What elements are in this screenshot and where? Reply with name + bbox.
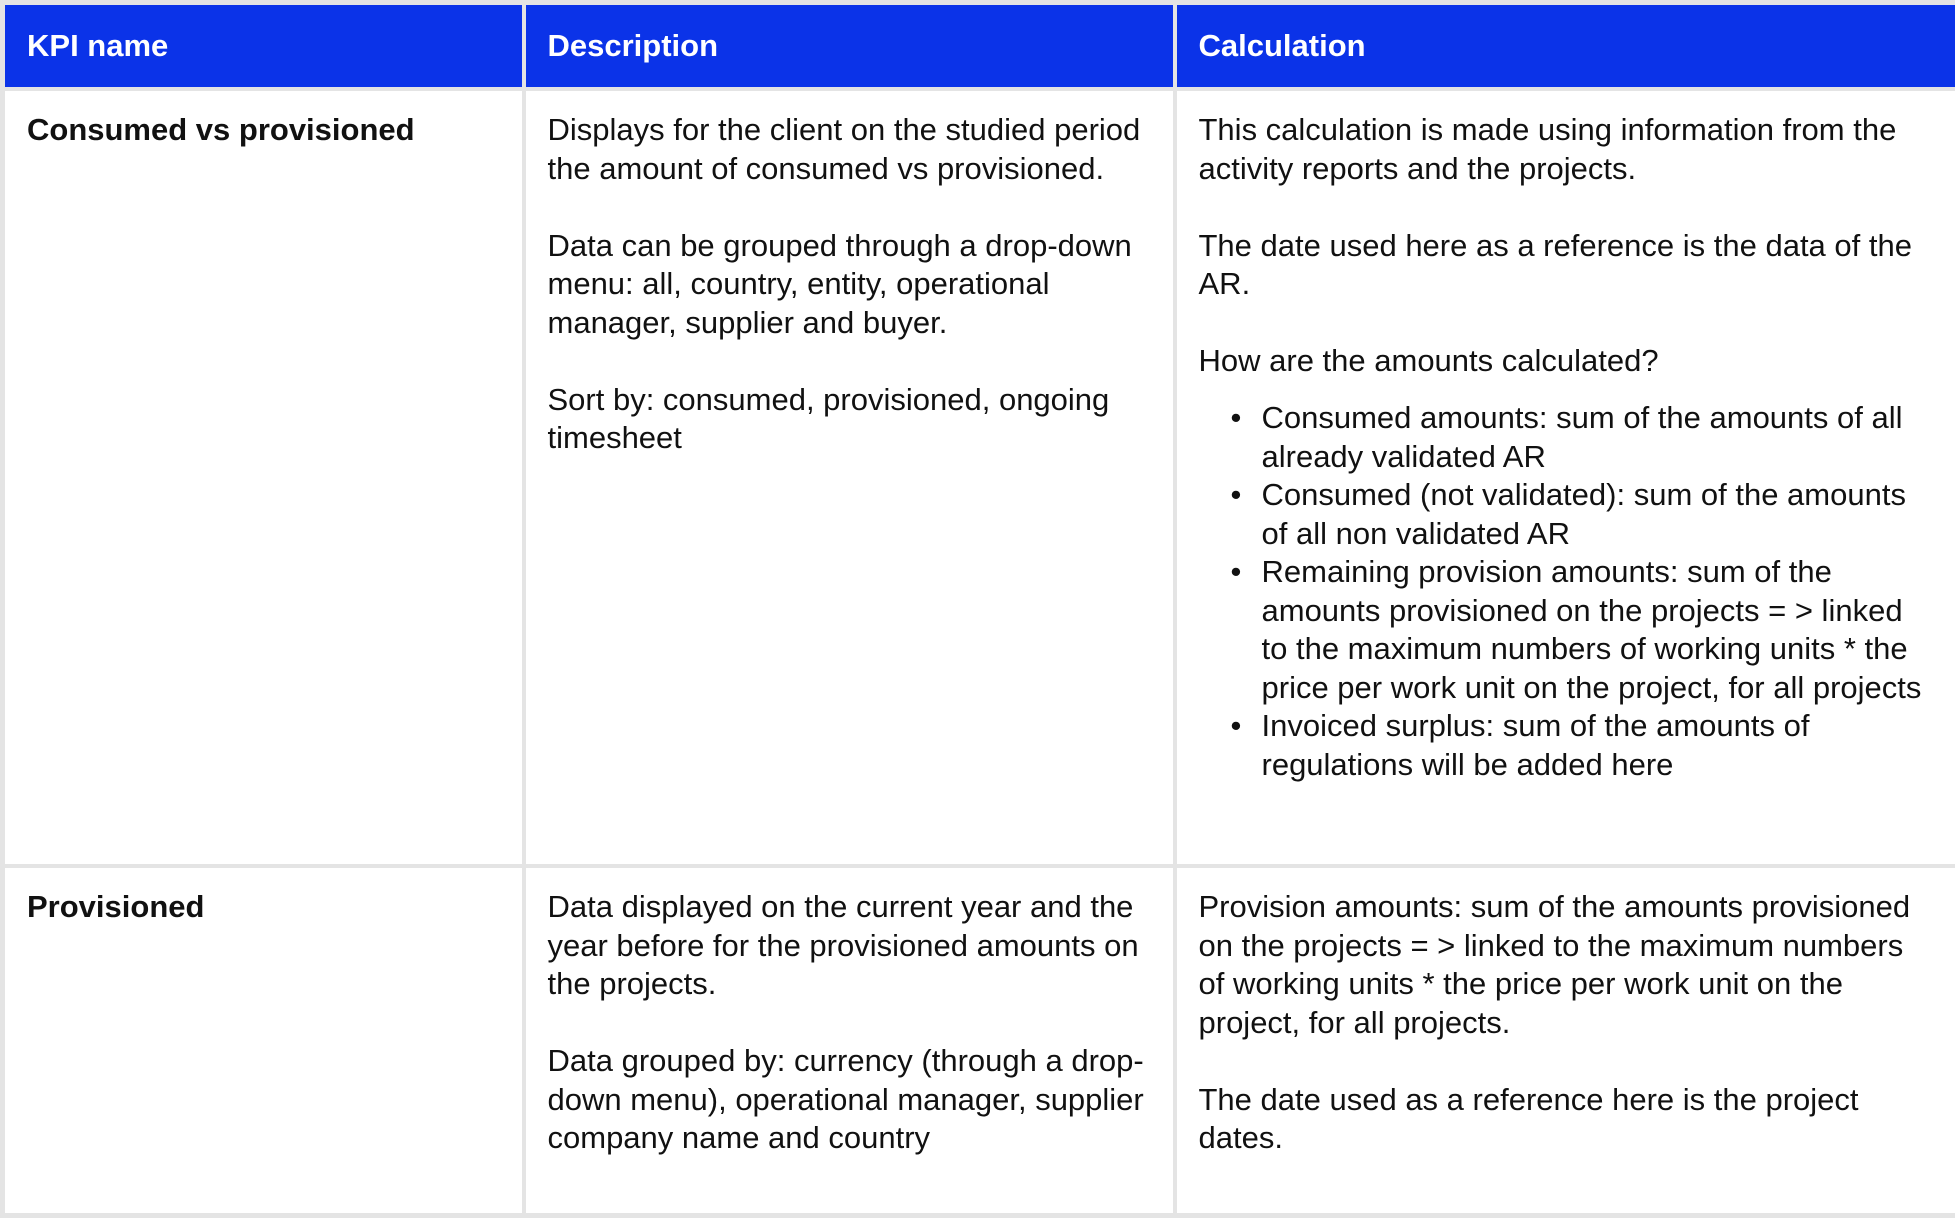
table-row xyxy=(3,866,1955,1216)
calculation-bullet-list xyxy=(1199,399,1936,784)
calculation-cell xyxy=(1175,866,1955,1216)
kpi-name: Consumed vs provisioned xyxy=(27,111,502,150)
calculation-paragraph: The date used here as a reference is the data of the AR. xyxy=(1199,227,1936,304)
description-paragraph: Data can be grouped through a drop-down menu: all, country, entity, operational manager, supplier and buyer. xyxy=(548,227,1153,343)
header-kpi-name: KPI name xyxy=(3,3,524,90)
description-paragraph: Data grouped by: currency (through a drop-down menu), operational manager, supplier company name and country xyxy=(548,1042,1153,1158)
kpi-name-cell xyxy=(3,866,524,1216)
table-header-row xyxy=(3,3,1955,90)
calculation-bullet: • Consumed amounts: sum of the amounts of all already validated AR xyxy=(1262,399,1936,476)
header-description: Description xyxy=(524,3,1175,90)
calculation-bullet: • Remaining provision amounts: sum of the amounts provisioned on the projects = > linked to the maximum numbers of working units * the price per work unit on the project, for all projects xyxy=(1262,553,1936,707)
description-paragraph: Data displayed on the current year and the year before for the provisioned amounts on the projects. xyxy=(548,888,1153,1004)
description-paragraph: Sort by: consumed, provisioned, ongoing timesheet xyxy=(548,381,1153,458)
calculation-bullet: • Invoiced surplus: sum of the amounts of regulations will be added here xyxy=(1262,707,1936,784)
calculation-paragraph: How are the amounts calculated? xyxy=(1199,342,1936,381)
description-paragraph: Displays for the client on the studied period the amount of consumed vs provisioned. xyxy=(548,111,1153,188)
calculation-paragraph: Provision amounts: sum of the amounts provisioned on the projects = > linked to the maximum numbers of working units * the price per work unit on the project, for all projects. xyxy=(1199,888,1936,1042)
header-calculation: Calculation xyxy=(1175,3,1955,90)
kpi-name-cell xyxy=(3,89,524,866)
calculation-paragraph: The date used as a reference here is the project dates. xyxy=(1199,1081,1936,1158)
description-cell xyxy=(524,89,1175,866)
table-row xyxy=(3,89,1955,866)
kpi-name: Provisioned xyxy=(27,888,502,927)
description-cell xyxy=(524,866,1175,1216)
calculation-cell xyxy=(1175,89,1955,866)
calculation-paragraph: This calculation is made using information from the activity reports and the projects. xyxy=(1199,111,1936,188)
calculation-bullet: • Consumed (not validated): sum of the amounts of all non validated AR xyxy=(1262,476,1936,553)
